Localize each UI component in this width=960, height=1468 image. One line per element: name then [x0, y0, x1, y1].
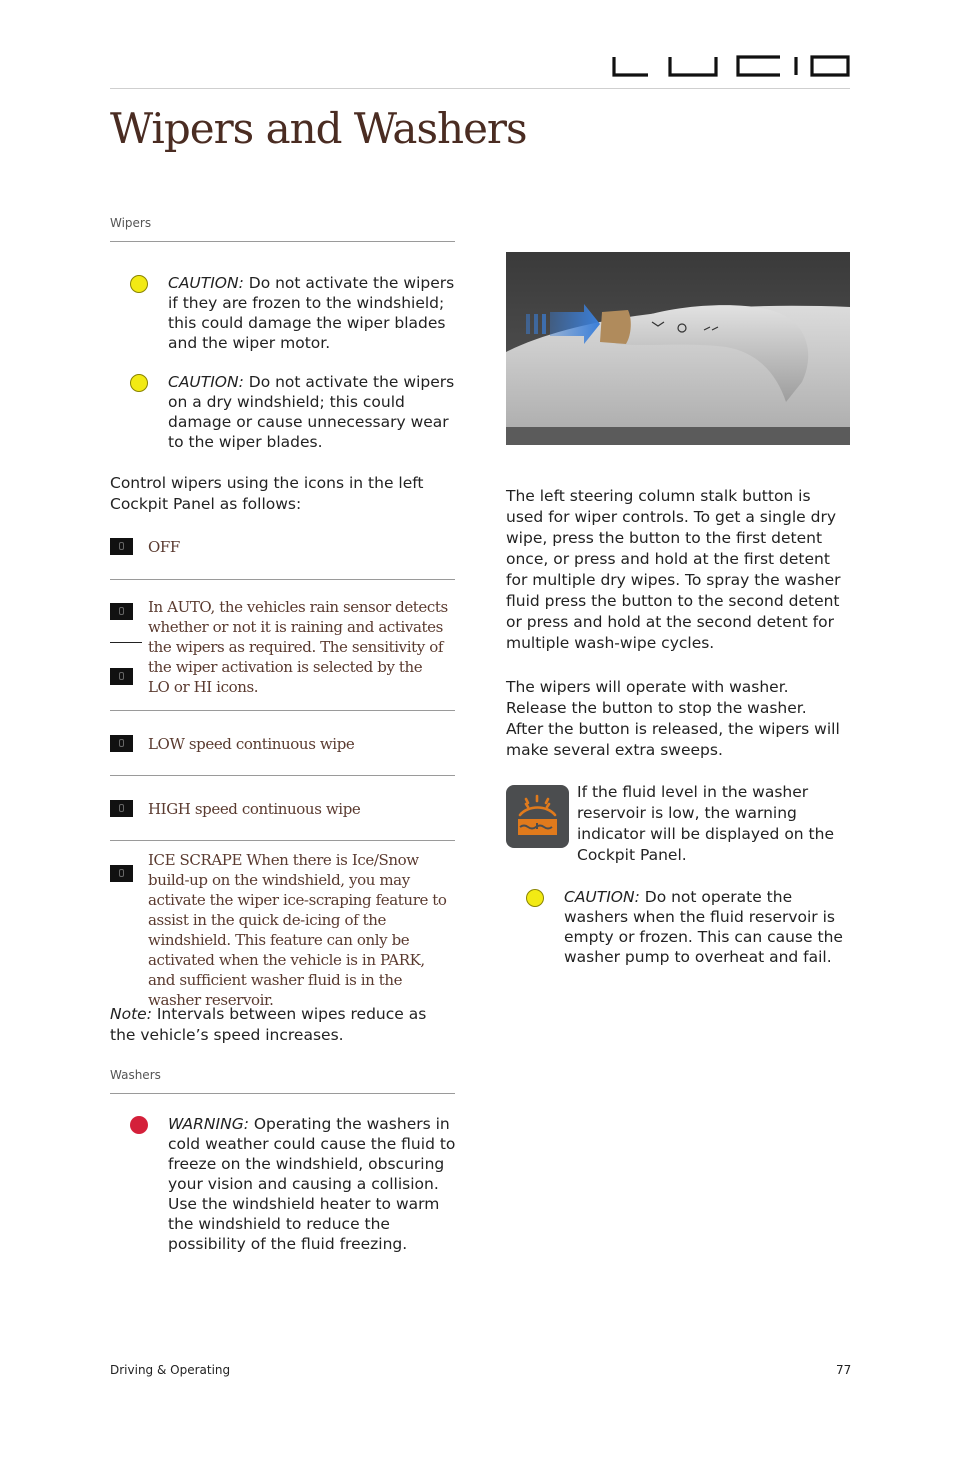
wiper-auto-lo-icon [110, 603, 133, 620]
header-divider [110, 88, 850, 89]
caution-icon [526, 889, 544, 907]
auto-icon-divider [110, 642, 142, 643]
mode-divider [110, 775, 455, 776]
wipers-note [110, 1004, 445, 1046]
mode-auto: In AUTO, the vehicles rain sensor detects whether or not it is raining and activates the wipers as required. The sensitivity of the wiper activation is selected by the LO or HI icons. [148, 598, 448, 696]
wiper-low-icon [110, 735, 133, 752]
wiper-off-icon [110, 538, 133, 555]
caution-label: CAUTION: [564, 888, 640, 906]
wiper-high-icon [110, 800, 133, 817]
mode-off: OFF [148, 538, 180, 556]
note-text: Intervals between wipes reduce as the vehicle’s speed increases. [110, 1005, 427, 1044]
mode-divider [110, 579, 455, 580]
caution-label: CAUTION: [168, 373, 244, 391]
wipers-intro: Control wipers using the icons in the left Cockpit Panel as follows: [110, 474, 424, 513]
caution-text: Do not activate the wipers if they are frozen to the windshield; this could damage the wiper blades and the wiper motor. [168, 274, 455, 352]
caution-icon [130, 374, 148, 392]
warning-text: Operating the washers in cold weather could cause the fluid to freeze on the windshield, obscuring your vision and causing a collision. Use the windshield heater to warm the windshield to reduce the possibility of the fluid freezing. [168, 1115, 456, 1253]
stalk-description: The left steering column stalk button is used for wiper controls. To get a single dry wipe, press the button to the first detent once, or press and hold at the first detent for multiple dry wipes. To spray the washer fluid press the button to the second detent or press and hold at the second detent for multiple wash-wipe cycles. [506, 487, 841, 652]
wipers-divider [110, 241, 455, 242]
mode-divider [110, 840, 455, 841]
page-title: Wipers and Washers [110, 104, 527, 153]
wiper-stalk-photo [506, 252, 850, 445]
wipers-heading: Wipers [110, 216, 152, 230]
mode-low: LOW speed continuous wipe [148, 735, 355, 753]
washers-heading: Washers [110, 1068, 161, 1082]
page-number: 77 [836, 1363, 852, 1377]
caution-washer [564, 887, 854, 967]
mode-divider [110, 710, 455, 711]
warning-icon [130, 1116, 148, 1134]
mode-high: HIGH speed continuous wipe [148, 800, 361, 818]
fluid-low-text: If the fluid level in the washer reservoir is low, the warning indicator will be displayed on the Cockpit Panel. [577, 783, 834, 864]
caution-dry [168, 372, 458, 452]
footer-section: Driving & Operating [110, 1363, 231, 1377]
washer-description: The wipers will operate with washer. Release the button to stop the washer. After the button is released, the wipers will make several extra sweeps. [506, 678, 840, 759]
wiper-auto-hi-icon [110, 668, 133, 685]
warning-cold-weather [168, 1114, 458, 1254]
washer-fluid-low-icon [506, 785, 569, 848]
caution-icon [130, 275, 148, 293]
caution-text: Do not operate the washers when the fluid reservoir is empty or frozen. This can cause the washer pump to overheat and fail. [564, 888, 843, 966]
washers-divider [110, 1093, 455, 1094]
caution-frozen [168, 273, 458, 353]
warning-label: WARNING: [168, 1115, 249, 1133]
lucid-logo [612, 55, 852, 77]
caution-text: Do not activate the wipers on a dry windshield; this could damage or cause unnecessary wear to the wiper blades. [168, 373, 455, 451]
mode-ice-scrape: ICE SCRAPE When there is Ice/Snow build-up on the windshield, you may activate the wiper ice-scraping feature to assist in the quick de-icing of the windshield. This feature can only be activated when the vehicle is in PARK, and sufficient washer fluid is in the washer reservoir. [148, 851, 447, 1009]
caution-label: CAUTION: [168, 274, 244, 292]
note-label: Note: [110, 1005, 152, 1023]
wiper-ice-scrape-icon [110, 865, 133, 882]
